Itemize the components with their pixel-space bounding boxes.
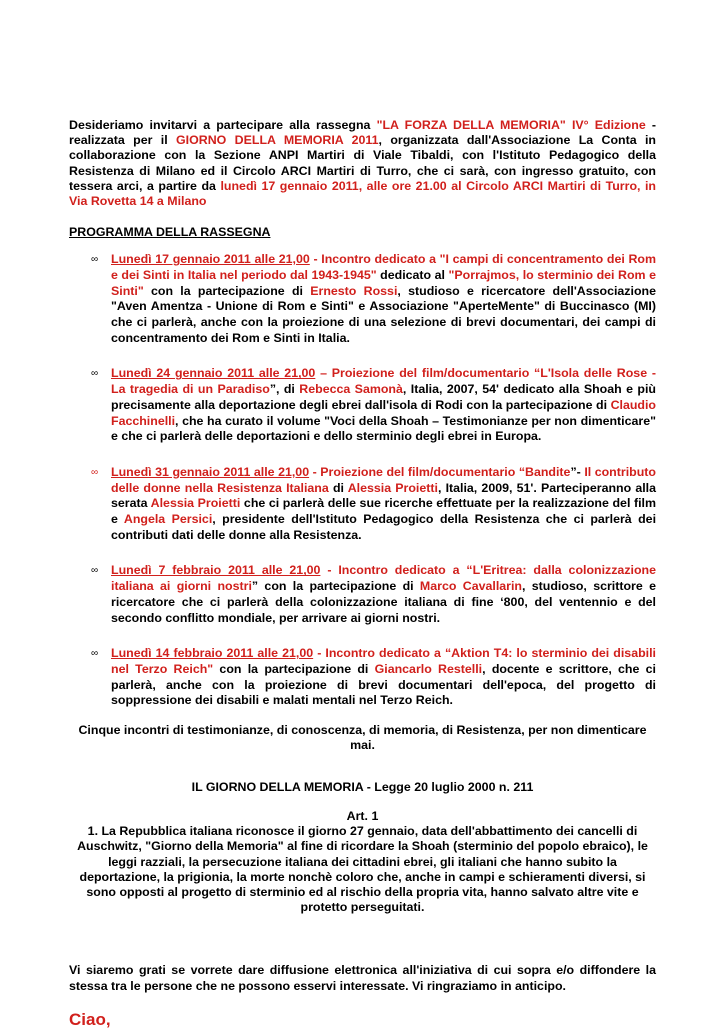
event-date: Lunedì 7 febbraio 2011 alle 21,00 <box>111 563 321 578</box>
event-speaker: Ernesto Rossi <box>310 283 398 298</box>
event-item <box>69 646 656 709</box>
event-topic: L'Eritrea: dalla colonizzazione italiana ai giorni nostri <box>111 563 656 594</box>
event-text: – Proiezione del film/documentario “ <box>315 366 541 381</box>
event-text: - Proiezione del film/documentario “ <box>309 464 526 479</box>
closing-statement: Cinque incontri di testimonianze, di conoscenza, di memoria, di Resistenza, per non dimenticare mai. <box>78 723 647 753</box>
event-text: con la partecipazione di <box>143 283 311 298</box>
event-item <box>69 252 656 346</box>
bullet-icon: ∞ <box>91 648 99 660</box>
event-text: , studioso, scrittore e ricercatore che ci parlerà della colonizzazione italiana di fine ‘800, del ventennio e del secondo conflitto mondiale, per arrivare ai giorni nostri. <box>111 579 657 625</box>
event-text: ”, di <box>269 382 300 397</box>
event-text: di <box>328 480 348 495</box>
event-text: ”- <box>570 464 585 479</box>
event-date: Lunedì 14 febbraio 2011 alle 21,00 <box>111 646 314 661</box>
event-film-title: Bandite <box>525 464 571 479</box>
event-speaker: Claudio Facchinelli <box>111 397 656 428</box>
event-text: , Italia, 2007, 54' dedicato alla Shoah e più precisamente alla deportazione degli ebrei dall'isola di Rodi con la partecipazione di <box>111 382 656 412</box>
event-speaker: Giancarlo Restelli <box>374 661 483 676</box>
law-article-text: 1. La Repubblica italiana riconosce il giorno 27 gennaio, data dell'abbattimento dei cancelli di Auschwitz, "Giorno della Memoria" al fine di ricordare la Shoah (sterminio del popolo ebraico), le leggi razziali, la persecuzione italiana dei cittadini ebrei, gli italiani che hanno subito la deportazione, la prigionia, la morte nonchè coloro che, anche in campi e schieramenti diversi, si sono opposti al progetto di sterminio ed al rischio della propria vita, hanno salvato altre vite e protetto perseguitati. <box>77 824 648 915</box>
start-date-venue: lunedì 17 gennaio 2011, alle ore 21.00 al Circolo ARCI Martiri di Turro, in Via Rovetta 14 a Milano <box>69 178 656 209</box>
law-article-heading: Art. 1 <box>346 809 379 824</box>
event-text: - Incontro dedicato a “ <box>320 563 473 578</box>
memorial-day-title: GIORNO DELLA MEMORIA 2011 <box>176 133 379 148</box>
document-page <box>69 118 656 1030</box>
event-date: Lunedì 24 gennaio 2011 alle 21,00 <box>111 366 316 381</box>
event-series-name: "LA FORZA DELLA MEMORIA" IV° Edizione <box>376 118 646 132</box>
events-list <box>69 252 656 709</box>
bullet-icon: ∞ <box>91 565 99 577</box>
event-speaker: Alessia Proietti <box>150 496 241 511</box>
event-speaker: Marco Cavallarin <box>419 579 522 594</box>
event-director: Alessia Proietti <box>347 480 438 495</box>
event-subtitle: "Porrajmos, lo sterminio dei Rom e Sinti" <box>111 267 656 298</box>
event-text: , studioso e ricercatore dell'Associazione "Aven Amentza - Unione di Rom e Sinti" e Associazione "AperteMente" di Buccinasco (MI) che ci parlerà, anche con la proiezione di una selezione di brevi documentari, dei campi di concentramento dei Rom e Sinti in Italia. <box>111 283 656 345</box>
event-film-title: L'Isola delle Rose - La tragedia di un Paradiso <box>111 366 656 397</box>
event-date: Lunedì 17 gennaio 2011 alle 21,00 <box>111 252 310 267</box>
event-film-subtitle: Il contributo delle donne nella Resistenza Italiana <box>111 464 656 495</box>
program-title: PROGRAMMA DELLA RASSEGNA <box>69 225 271 240</box>
event-director: Rebecca Samonà <box>299 382 403 397</box>
event-item <box>69 366 656 445</box>
event-date: Lunedì 31 gennaio 2011 alle 21,00 <box>111 464 310 479</box>
event-item <box>69 563 656 626</box>
intro-paragraph <box>69 118 656 209</box>
event-item <box>69 465 656 544</box>
thanks-paragraph: Vi siaremo grati se vorrete dare diffusione elettronica all'iniziativa di cui sopra e/o diffondere la stessa tra le persone che ne possono esservi interessate. Vi ringraziamo in anticipo. <box>69 963 656 993</box>
event-text: , docente e scrittore, che ci parlerà, anche con la proiezione di brevi documentari dell'epoca, del progetto di soppressione dei disabili e malati mentali nel Terzo Reich. <box>111 661 656 708</box>
intro-text: Desideriamo invitarvi a partecipare alla rassegna <box>69 118 377 132</box>
event-topic: “Aktion T4: lo sterminio dei disabili nel Terzo Reich" <box>111 646 656 676</box>
bullet-icon: ∞ <box>91 466 99 478</box>
event-text: dedicato al <box>376 267 449 282</box>
event-text: che ci parlerà delle sue ricerche effettuate per la realizzazione del film e <box>111 496 657 527</box>
event-text: ” con la partecipazione di <box>251 579 420 594</box>
bullet-icon: ∞ <box>91 368 99 380</box>
event-text: - Incontro dedicato a <box>309 252 440 267</box>
event-topic: "I campi di concentramento dei Rom e dei Sinti in Italia nel periodo dal 1943-1945" <box>111 252 656 282</box>
event-text: , Italia, 2009, 51'. Parteciperanno alla serata <box>111 480 657 511</box>
event-text: con la partecipazione di <box>213 661 375 676</box>
intro-text: - realizzata per il <box>69 118 656 148</box>
event-speaker: Angela Persici <box>123 512 213 527</box>
law-title: IL GIORNO DELLA MEMORIA - Legge 20 luglio 2000 n. 211 <box>191 780 534 795</box>
signoff: Ciao, <box>69 1009 111 1029</box>
intro-text: , organizzata dall'Associazione La Conta in collaborazione con la Sezione ANPI Martiri di Viale Tibaldi, con l'Istituto Pedagogico della Resistenza di Milano ed il Circolo ARCI Martiri di Turro, che ci sarà, con ingresso gratuito, con tessera arci, a partire da <box>69 133 656 193</box>
event-text: , presidente dell'Istituto Pedagogico della Resistenza che ci parlerà dei contributi dati delle donne alla Resistenza. <box>111 512 657 542</box>
bullet-icon: ∞ <box>91 254 99 266</box>
event-text: - Incontro dedicato a <box>313 646 445 661</box>
event-text: , che ha curato il volume "Voci della Shoah – Testimonianze per non dimenticare" e che ci parlerà delle deportazioni e dello sterminio degli ebrei in Europa. <box>111 413 656 444</box>
